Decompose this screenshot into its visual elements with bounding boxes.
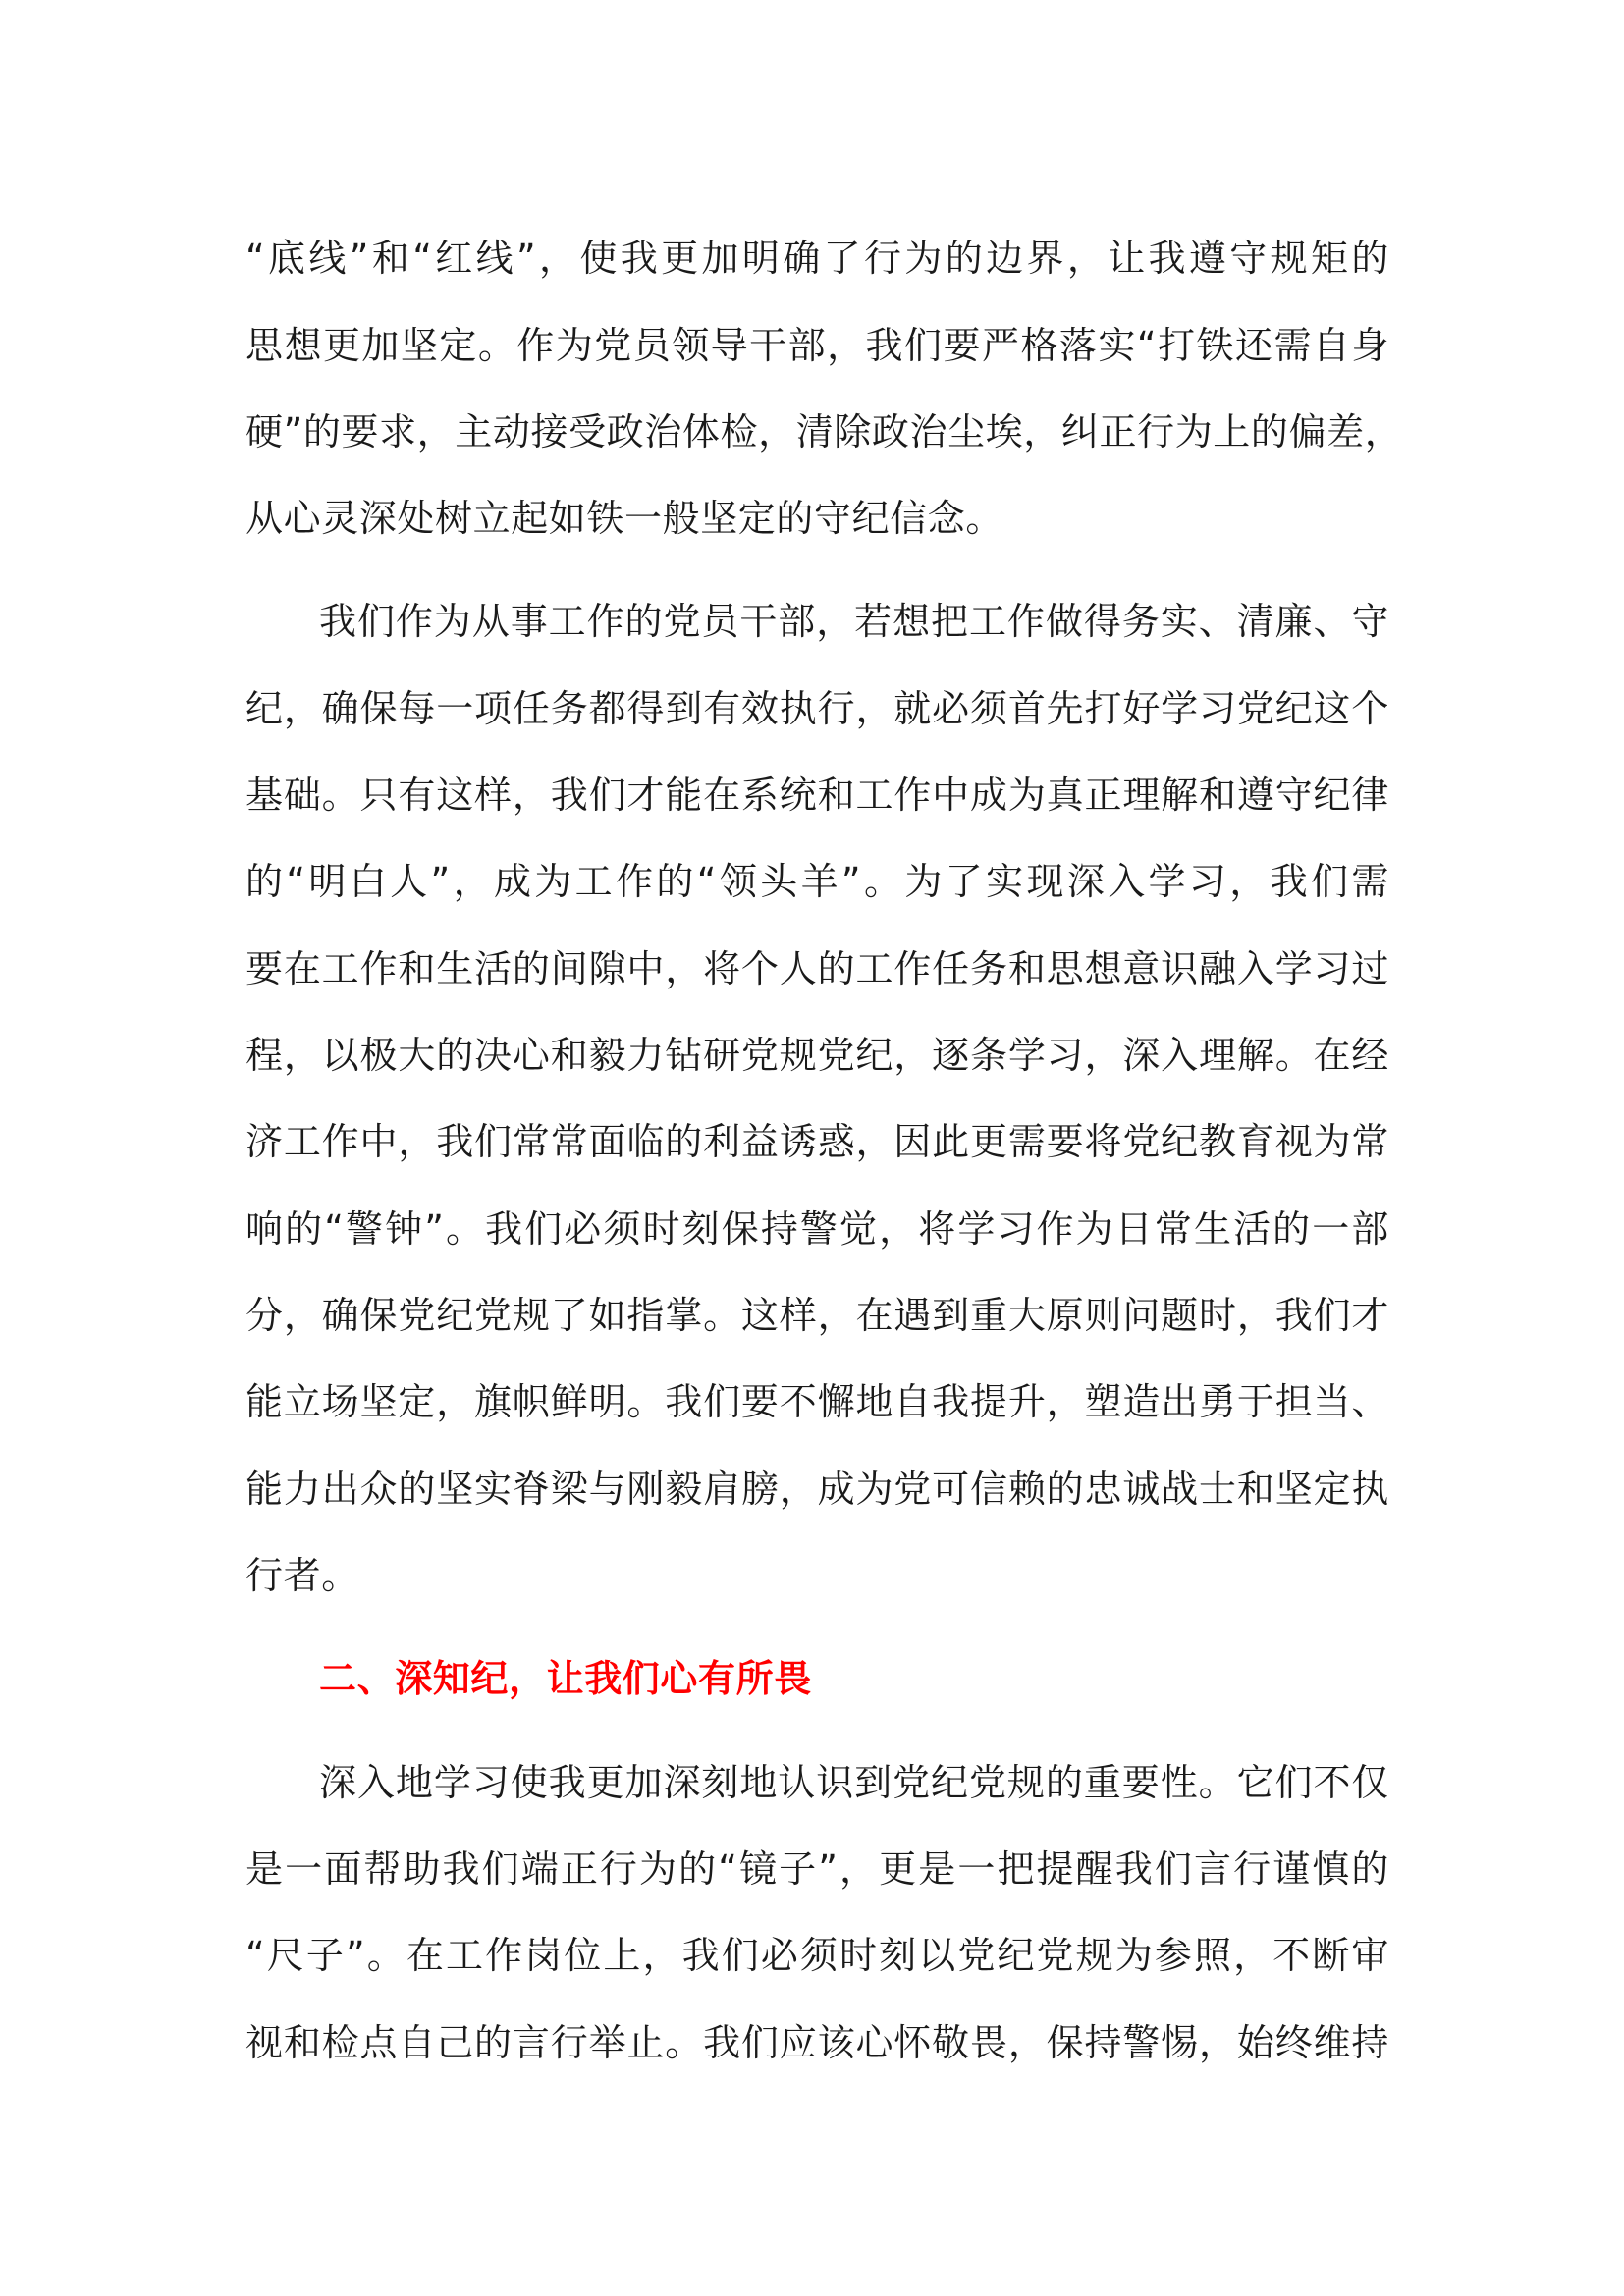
paragraph-line: 纪，确保每一项任务都得到有效执行，就必须首先打好学习党纪这个	[245, 687, 1389, 730]
paragraph-line: 分，确保党纪党规了如指掌。这样，在遇到重大原则问题时，我们才	[245, 1294, 1389, 1337]
paragraph-line: 行者。	[245, 1554, 359, 1597]
paragraph-line: 从心灵深处树立起如铁一般坚定的守纪信念。	[245, 497, 1004, 540]
paragraph-line: “尺子”。在工作岗位上，我们必须时刻以党纪党规为参照，不断审	[245, 1934, 1389, 1977]
paragraph-line: 济工作中，我们常常面临的利益诱惑，因此更需要将党纪教育视为常	[245, 1120, 1389, 1163]
paragraph-line: 深入地学习使我更加深刻地认识到党纪党规的重要性。它们不仅	[319, 1761, 1389, 1804]
paragraph-line: 视和检点自己的言行举止。我们应该心怀敬畏，保持警惕，始终维持	[245, 2021, 1389, 2064]
paragraph-line: 硬”的要求，主动接受政治体检，清除政治尘埃，纠正行为上的偏差，	[245, 410, 1403, 454]
paragraph-line: 思想更加坚定。作为党员领导干部，我们要严格落实“打铁还需自身	[245, 324, 1389, 367]
paragraph-line: 要在工作和生活的间隙中，将个人的工作任务和思想意识融入学习过	[245, 947, 1389, 990]
section-heading: 二、深知纪，让我们心有所畏	[319, 1657, 812, 1700]
paragraph-line: 我们作为从事工作的党员干部，若想把工作做得务实、清廉、守	[319, 600, 1389, 643]
paragraph-line: 响的“警钟”。我们必须时刻保持警觉，将学习作为日常生活的一部	[245, 1207, 1389, 1251]
paragraph-line: 能力出众的坚实脊梁与刚毅肩膀，成为党可信赖的忠诚战士和坚定执	[245, 1468, 1389, 1511]
paragraph-line: 程，以极大的决心和毅力钻研党规党纪，逐条学习，深入理解。在经	[245, 1034, 1389, 1077]
paragraph-line: “底线”和“红线”，使我更加明确了行为的边界，让我遵守规矩的	[245, 237, 1389, 280]
paragraph-line: 是一面帮助我们端正行为的“镜子”，更是一把提醒我们言行谨慎的	[245, 1847, 1389, 1891]
paragraph-line: 基础。只有这样，我们才能在系统和工作中成为真正理解和遵守纪律	[245, 774, 1389, 817]
paragraph-line: 能立场坚定，旗帜鲜明。我们要不懈地自我提升，塑造出勇于担当、	[245, 1380, 1389, 1423]
paragraph-line: 的“明白人”，成为工作的“领头羊”。为了实现深入学习，我们需	[245, 860, 1389, 903]
